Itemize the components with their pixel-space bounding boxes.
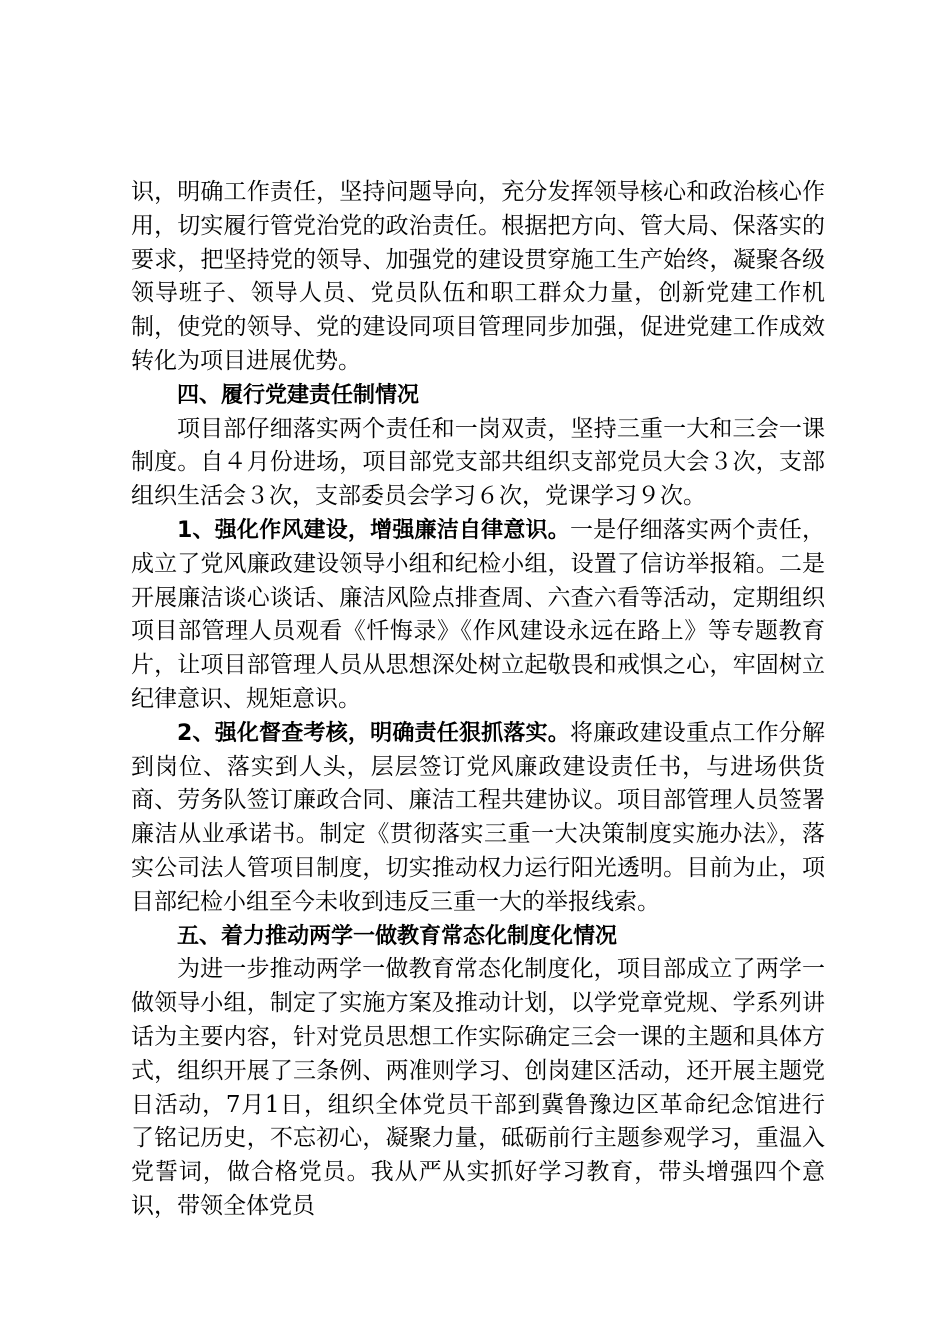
section-heading-five: 五、着力推动两学一做教育常态化制度化情况 [177,923,618,949]
paragraph-item-1 [131,514,825,717]
paragraph-section-four: 项目部仔细落实两个责任和一岗双责，坚持三重一大和三会一课制度。自４月份进场，项目部党支部共组织支部党员大会３次，支部组织生活会３次，支部委员会学习６次，党课学习９次。 [131,415,825,510]
item-1-body: 一是仔细落实两个责任，成立了党风廉政建设领导小组和纪检小组，设置了信访举报箱。二是开展廉洁谈心谈话、廉洁风险点排查周、六查六看等活动，定期组织项目部管理人员观看《忏悔录》《作风建设永远在路上》等专题教育片，让项目部管理人员从思想深处树立起敬畏和戒惧之心，牢固树立纪律意识、规矩意识。 [131,516,825,712]
section-heading-four: 四、履行党建责任制情况 [177,382,420,408]
document-page [131,176,825,1224]
item-2-body: 将廉政建设重点工作分解到岗位、落实到人头，层层签订党风廉政建设责任书，与进场供货商、劳务队签订廉政合同、廉洁工程共建协议。项目部管理人员签署廉洁从业承诺书。制定《贯彻落实三重一大决策制度实施办法》，落实公司法人管项目制度，切实推动权力运行阳光透明。目前为止，项目部纪检小组至今未收到违反三重一大的举报线索。 [131,719,825,915]
paragraph-section-five: 为进一步推动两学一做教育常态化制度化，项目部成立了两学一做领导小组，制定了实施方案及推动计划，以学党章党规、学系列讲话为主要内容，针对党员思想工作实际确定三会一课的主题和具体方式，组织开展了三条例、两准则学习、创岗建区活动，还开展主题党日活动，7月1日，组织全体党员干部到冀鲁豫边区革命纪念馆进行了铭记历史，不忘初心，凝聚力量，砥砺前行主题参观学习，重温入党誓词，做合格党员。我从严从实抓好学习教育，带头增强四个意识，带领全体党员 [131,956,825,1219]
item-2-lead: 2、强化督查考核，明确责任狠抓落实。 [177,720,570,746]
item-1-lead: 1、强化作风建设，增强廉洁自律意识。 [177,517,570,543]
paragraph-intro: 识，明确工作责任，坚持问题导向，充分发挥领导核心和政治核心作用，切实履行管党治党的政治责任。根据把方向、管大局、保落实的要求，把坚持党的领导、加强党的建设贯穿施工生产始终，凝聚各级领导班子、领导人员、党员队伍和职工群众力量，创新党建工作机制，使党的领导、党的建设同项目管理同步加强，促进党建工作成效转化为项目进展优势。 [131,179,825,374]
paragraph-item-2 [131,717,825,920]
